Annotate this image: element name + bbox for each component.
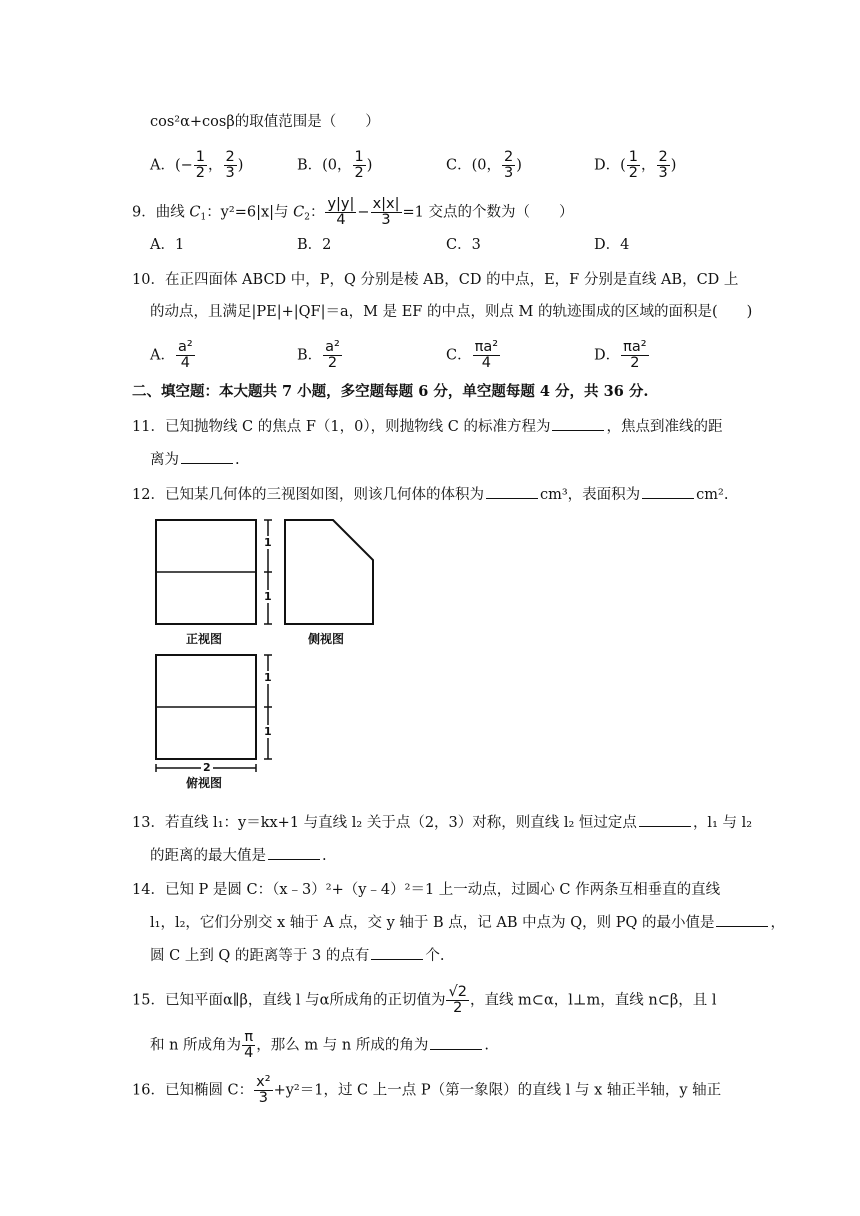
front-view-label: 正视图 <box>186 632 223 646</box>
q15-line1: 15．已知平面α∥β，直线 l 与α所成角的正切值为 $\frac{√2}{2}$ ，直线 m⊂α，l⊥m，直线 n⊂β，且 l <box>132 984 717 1016</box>
q8-option-b: B．(0， $\frac{1}{2}$ ) <box>297 149 373 181</box>
q10-option-d: D． $\frac{\text{πa²}}{2}$ <box>594 339 647 371</box>
q14-line2: l₁，l₂，它们分别交 x 轴于 A 点，交 y 轴于 B 点，记 AB 中点为 Q，则 PQ 的最小值是 ， <box>150 912 785 933</box>
q8-option-d: D．( $\frac{1}{2}$ ， $\frac{2}{3}$ ) <box>594 149 677 181</box>
q10-line2: 的动点，且满足|PE|+|QF|＝a，M 是 EF 的中点，则点 M 的轨迹围成的区域的面积是( ) <box>150 304 753 320</box>
three-view-svg <box>148 510 388 782</box>
three-view-diagram <box>148 510 388 790</box>
answer-blank <box>716 912 768 927</box>
q11-line1: 11．已知抛物线 C 的焦点 F（1，0），则抛物线 C 的标准方程为 ，焦点到准线的距 <box>132 416 722 437</box>
q10-option-c: C． $\frac{\text{πa²}}{4}$ <box>446 339 499 371</box>
q8-option-c: C．(0， $\frac{2}{3}$ ) <box>446 149 522 181</box>
q13-line1: 13．若直线 l₁：y＝kx+1 与直线 l₂ 关于点（2，3）对称，则直线 l₂ 恒过定点 ，l₁ 与 l₂ <box>132 812 752 833</box>
q9-option-b: B．2 <box>297 237 332 253</box>
q10-option-b: B． $\frac{\text{a²}}{2}$ <box>297 339 340 371</box>
answer-blank <box>639 812 691 827</box>
q10-option-a: A． $\frac{\text{a²}}{4}$ <box>150 339 193 371</box>
q16-line1: 16．已知椭圆 C： $\frac{\text{x²}}{3}$ +y²＝1，过 C 上一点 P（第一象限）的直线 l 与 x 轴正半轴，y 轴正 <box>132 1074 722 1106</box>
answer-blank <box>371 945 423 960</box>
q15-line2: 和 n 所成角为 $\frac{\pi}{4}$ ，那么 m 与 n 所成的角为 . <box>150 1029 489 1061</box>
q14-line1: 14．已知 P 是圆 C：（x﹣3）²+（y﹣4）²＝1 上一动点，过圆心 C 作两条互相垂直的直线 <box>132 882 721 898</box>
q9-option-c: C．3 <box>446 237 481 253</box>
q11-line2: 离为 . <box>150 449 240 470</box>
q9-stem: 9．曲线 $C_1$：y²=6|x|与 $C_2$： $\frac{y|y|}{4}$ − $\frac{x|x|}{3}$ =1 交点的个数为（ ） <box>132 196 574 228</box>
side-view-label: 侧视图 <box>308 632 345 646</box>
q8-stem: cos²α+cosβ的取值范围是（ ） <box>150 114 380 130</box>
section-heading: 二、填空题：本大题共 7 小题，多空题每题 6 分，单空题每题 4 分，共 36 分. <box>132 383 649 400</box>
dim-label: 1 <box>264 671 272 684</box>
q9-option-d: D．4 <box>594 237 630 253</box>
answer-blank <box>486 484 538 499</box>
q8-option-a: A．(− $\frac{1}{2}$ ， $\frac{2}{3}$ ) <box>150 149 244 181</box>
answer-blank <box>642 484 694 499</box>
q14-line3: 圆 C 上到 Q 的距离等于 3 的点有 个. <box>150 945 444 966</box>
dim-label: 1 <box>264 536 272 549</box>
answer-blank <box>430 1035 482 1050</box>
answer-blank <box>268 845 320 860</box>
dim-label: 1 <box>264 725 272 738</box>
dim-label-width: 2 <box>203 761 211 774</box>
q13-line2: 的距离的最大值是 . <box>150 845 327 866</box>
top-view-label: 俯视图 <box>186 776 223 790</box>
q12-stem: 12．已知某几何体的三视图如图，则该几何体的体积为 cm³，表面积为 cm². <box>132 484 728 505</box>
answer-blank <box>552 416 604 431</box>
side-view-shape <box>285 520 373 624</box>
q10-line1: 10．在正四面体 ABCD 中，P，Q 分别是棱 AB，CD 的中点，E，F 分别是直线 AB，CD 上 <box>132 272 739 288</box>
q9-option-a: A．1 <box>150 237 185 253</box>
answer-blank <box>181 449 233 464</box>
dim-label: 1 <box>264 590 272 603</box>
